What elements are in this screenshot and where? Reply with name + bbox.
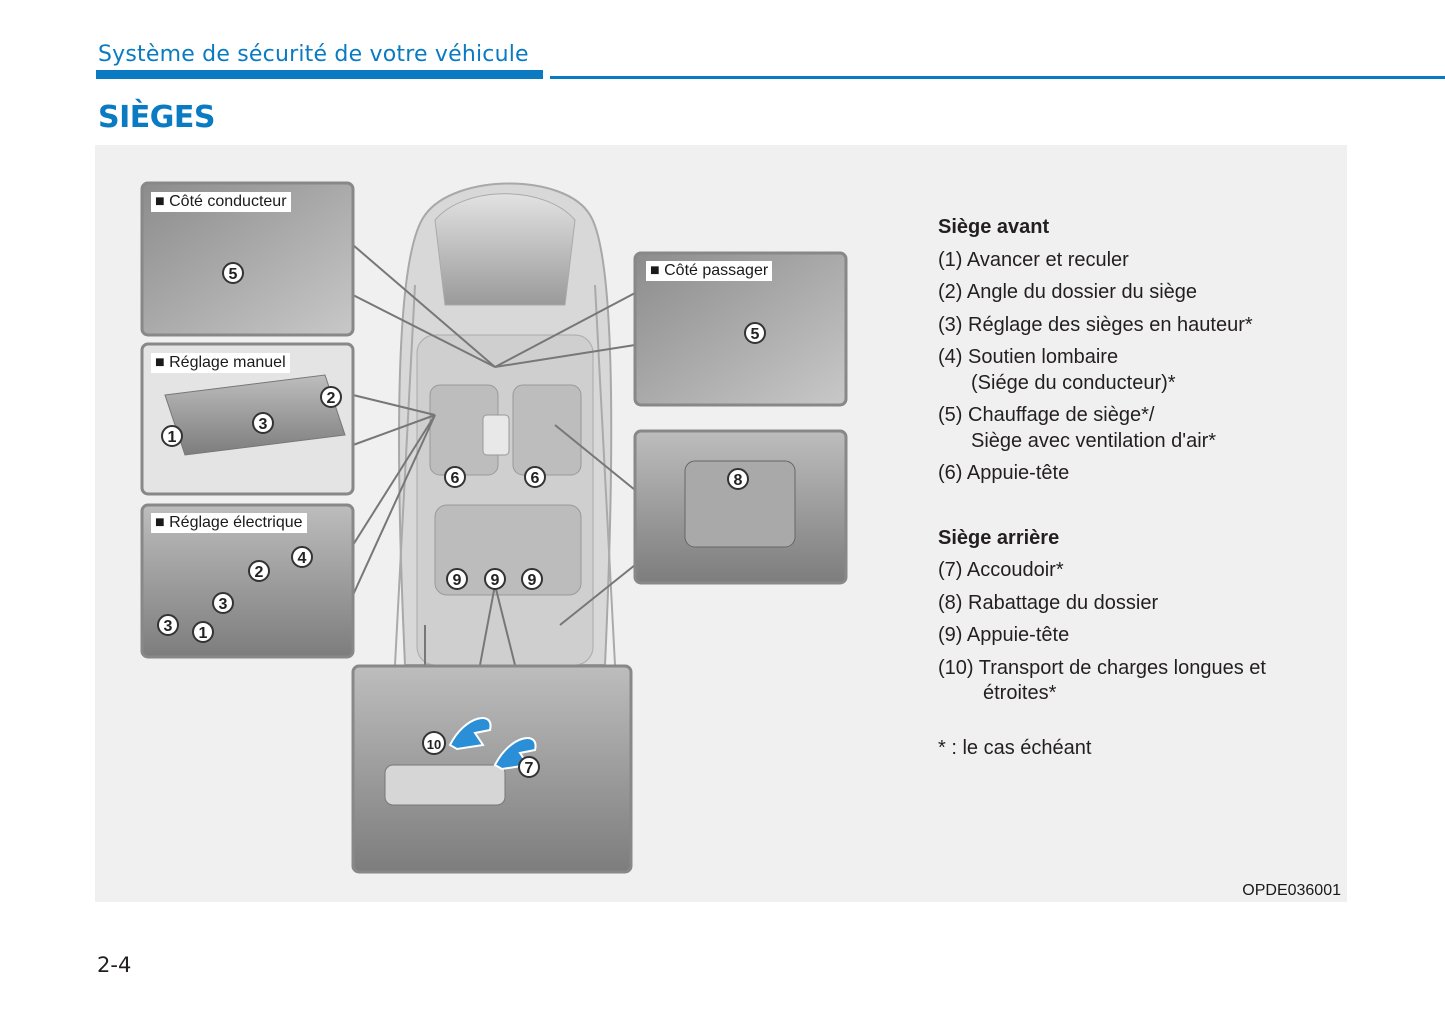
callout-2-manual xyxy=(321,387,341,407)
callout-3-manual xyxy=(253,413,273,433)
callout-1-electric xyxy=(193,622,213,642)
legend-item-continuation: (Siége du conducteur)* xyxy=(971,371,1176,394)
svg-text:2: 2 xyxy=(326,390,336,407)
svg-text:1: 1 xyxy=(198,625,208,642)
legend-note: * : le cas échéant xyxy=(938,736,1092,759)
callout-5-driver xyxy=(223,263,243,283)
callout-4-electric xyxy=(292,547,312,567)
legend-item: (6) Appuie-tête xyxy=(938,462,1070,484)
svg-text:6: 6 xyxy=(450,470,460,487)
legend-item: (7) Accoudoir* xyxy=(938,559,1064,581)
chapter-title: Système de sécurité de votre véhicule xyxy=(98,42,529,67)
svg-text:9: 9 xyxy=(490,572,500,589)
callout-9-center xyxy=(485,569,505,589)
legend-item: (5) Chauffage de siège*/ xyxy=(938,404,1155,426)
svg-text:4: 4 xyxy=(297,550,307,567)
callout-10 xyxy=(423,732,445,754)
callout-9-left xyxy=(447,569,467,589)
legend-item: (9) Appuie-tête xyxy=(938,624,1070,646)
legend-item-continuation: Siège avec ventilation d'air* xyxy=(971,429,1217,452)
legend xyxy=(938,211,1338,764)
svg-text:3: 3 xyxy=(163,618,173,635)
label-driver-side: ■ Côté conducteur xyxy=(151,192,291,212)
svg-text:9: 9 xyxy=(452,572,462,589)
label-manual-adjust: ■ Réglage manuel xyxy=(151,353,290,373)
legend-front-heading: Siège avant xyxy=(938,216,1050,238)
callout-6-right xyxy=(525,467,545,487)
svg-text:9: 9 xyxy=(527,572,537,589)
svg-text:6: 6 xyxy=(530,470,540,487)
legend-item: (3) Réglage des sièges en hauteur* xyxy=(938,313,1253,336)
callout-9-right xyxy=(522,569,542,589)
callout-1-manual xyxy=(162,426,182,446)
svg-text:3: 3 xyxy=(218,596,228,613)
callout-6-left xyxy=(445,467,465,487)
header-rule-thin xyxy=(550,76,1445,79)
legend-rear-heading: Siège arrière xyxy=(938,526,1060,549)
svg-text:3: 3 xyxy=(258,416,268,433)
header-rule-thick xyxy=(96,70,543,79)
label-electric-adjust: ■ Réglage électrique xyxy=(151,513,307,533)
svg-text:10: 10 xyxy=(426,737,442,752)
figure-code: OPDE036001 xyxy=(1242,882,1341,899)
callout-2-electric xyxy=(249,561,269,581)
legend-item-continuation: étroites* xyxy=(983,682,1057,704)
svg-text:2: 2 xyxy=(254,564,264,581)
svg-text:7: 7 xyxy=(524,760,534,777)
legend-item: (10) Transport de charges longues et xyxy=(938,656,1266,679)
section-title: SIÈGES xyxy=(98,100,215,135)
legend-item: (4) Soutien lombaire xyxy=(938,346,1119,368)
callout-3-electric-b xyxy=(158,615,178,635)
callout-5-passenger xyxy=(745,323,765,343)
svg-text:1: 1 xyxy=(167,429,177,446)
legend-item: (2) Angle du dossier du siège xyxy=(938,281,1198,303)
svg-text:8: 8 xyxy=(733,472,743,489)
legend-item: (1) Avancer et reculer xyxy=(938,248,1129,271)
callout-7 xyxy=(519,757,539,777)
label-passenger-side: ■ Côté passager xyxy=(646,261,772,281)
page-number: 2-4 xyxy=(97,953,132,977)
svg-text:5: 5 xyxy=(228,266,238,283)
legend-item: (8) Rabattage du dossier xyxy=(938,591,1159,614)
svg-text:5: 5 xyxy=(750,326,760,343)
callout-8 xyxy=(728,469,748,489)
callout-3-electric-a xyxy=(213,593,233,613)
